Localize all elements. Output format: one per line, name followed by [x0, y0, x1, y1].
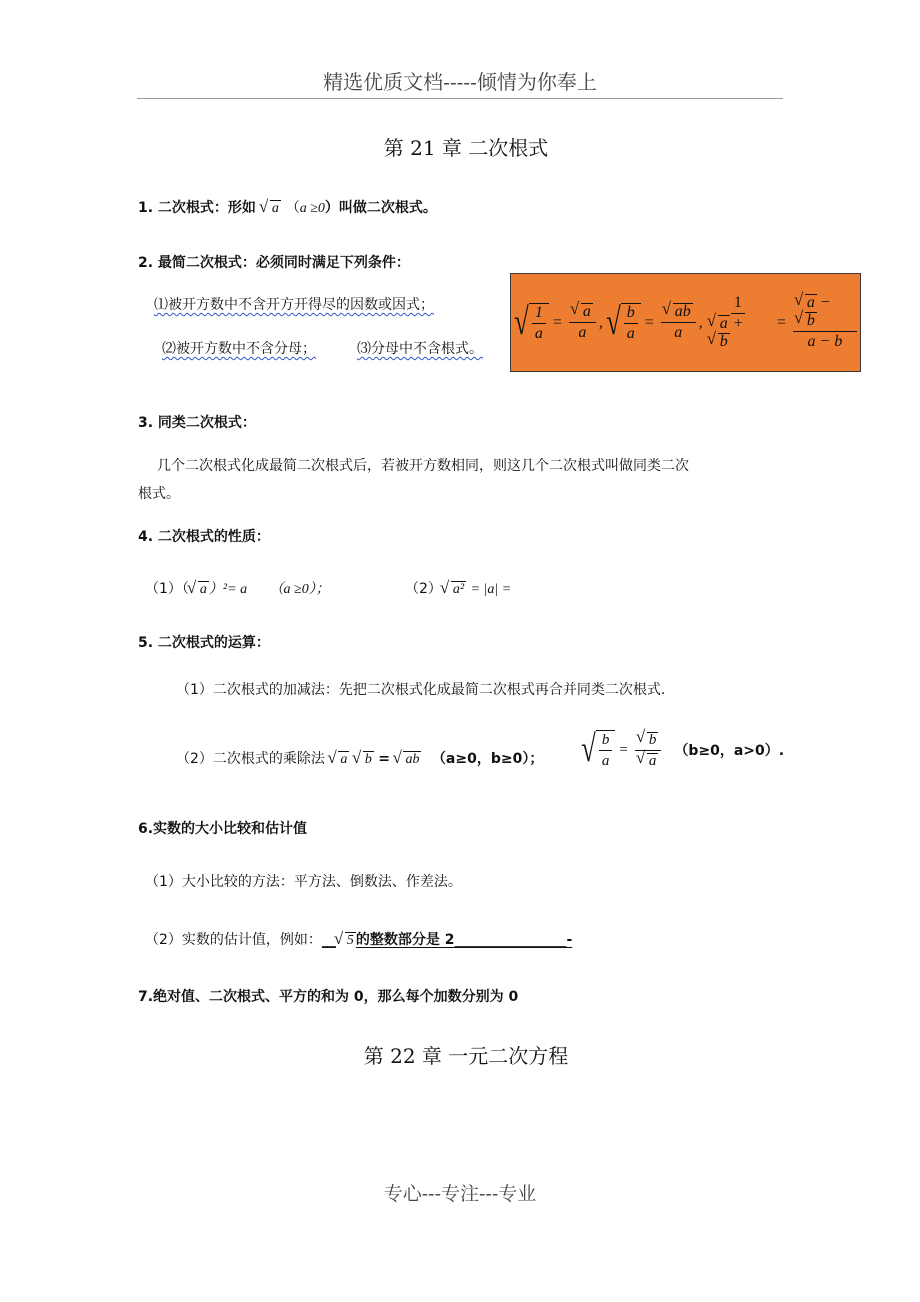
- page-footer: 专心---专注---专业: [383, 1183, 537, 1205]
- sqrt-frac-1-over-a: √ $\frac{1}{a}$: [511, 303, 549, 343]
- section-1-prefix: 1. 二次根式：形如: [138, 200, 256, 216]
- section-7: 7.绝对值、二次根式、平方的和为 0，那么每个加数分别为 0: [138, 989, 519, 1005]
- property-2: （2）√ a² = |a| =: [405, 578, 511, 598]
- section-2-title: 2. 最简二次根式：必须同时满足下列条件：: [138, 255, 410, 271]
- header-divider: [137, 98, 783, 99]
- page-header: 精选优质文档-----倾情为你奉上: [323, 70, 597, 94]
- chapter-21-title: 第 21 章 二次根式: [383, 136, 549, 160]
- section-3-text-line-2: 根式。: [138, 486, 180, 502]
- frac-1-over-sum-of-roots: 1 √ a + √ b: [706, 294, 770, 351]
- section-1-cond-open: （: [285, 200, 300, 216]
- section-6-title: 6.实数的大小比较和估计值: [138, 821, 308, 837]
- chapter-22-title: 第 22 章 一元二次方程: [363, 1044, 569, 1068]
- condition-3: ⑶分母中不含根式。: [357, 341, 483, 357]
- frac-sqrt-a-over-a: √ $\frac{a}{a}$: [569, 303, 596, 342]
- section-3-text-line-1: 几个二次根式化成最简二次根式后，若被开方数相同，则这几个二次根式叫做同类二次: [157, 458, 689, 474]
- division-rule: √ $\frac{b}{a}$ = √ b √ a （b≥0，a>0）.: [578, 730, 784, 770]
- property-1: （1）（√ a ）²= a （a ≥0）；: [145, 578, 330, 598]
- condition-2: ⑵被开方数中不含分母；: [162, 341, 316, 357]
- section-1-condition: a ≥0: [299, 201, 325, 216]
- frac-sqrt-ab-over-a: √ $\frac{ab}{a}$: [661, 303, 696, 342]
- sqrt-a: √ a: [261, 200, 281, 217]
- comparison-methods: （1）大小比较的方法：平方法、倒数法、作差法。: [145, 874, 462, 890]
- sqrt-frac-b-over-a: √ $\frac{b}{a}$: [603, 303, 641, 343]
- estimation-example: （2）实数的估计值，例如：__√ 5 的整数部分是 2________________-: [145, 929, 572, 949]
- operation-mul-div: （2）二次根式的乘除法 √ a √ b = √ ab （a≥0，b≥0）；: [176, 748, 543, 768]
- section-1: [138, 197, 437, 217]
- operation-add-sub: （1）二次根式的加减法：先把二次根式化成最简二次根式再合并同类二次根式.: [176, 682, 666, 698]
- frac-difference-of-roots: √ $\frac{a - √ b}{a - b}$: [793, 294, 857, 351]
- section-1-suffix: ）叫做二次根式。: [324, 200, 437, 216]
- section-4-title: 4. 二次根式的性质：: [138, 529, 270, 545]
- formula-box: √ $\frac{1}{a}$ = √ $\frac{a}{a}$ , √ $\frac{b}{a}$ = √ $\frac{ab}{a}$ , 1 √ a + √ b = √ $\frac{a - √ b}{a - b}$: [510, 273, 861, 372]
- section-5-title: 5. 二次根式的运算：: [138, 635, 270, 651]
- condition-1: ⑴被开方数中不含开方开得尽的因数或因式；: [154, 297, 434, 313]
- section-3-title: 3. 同类二次根式：: [138, 415, 256, 431]
